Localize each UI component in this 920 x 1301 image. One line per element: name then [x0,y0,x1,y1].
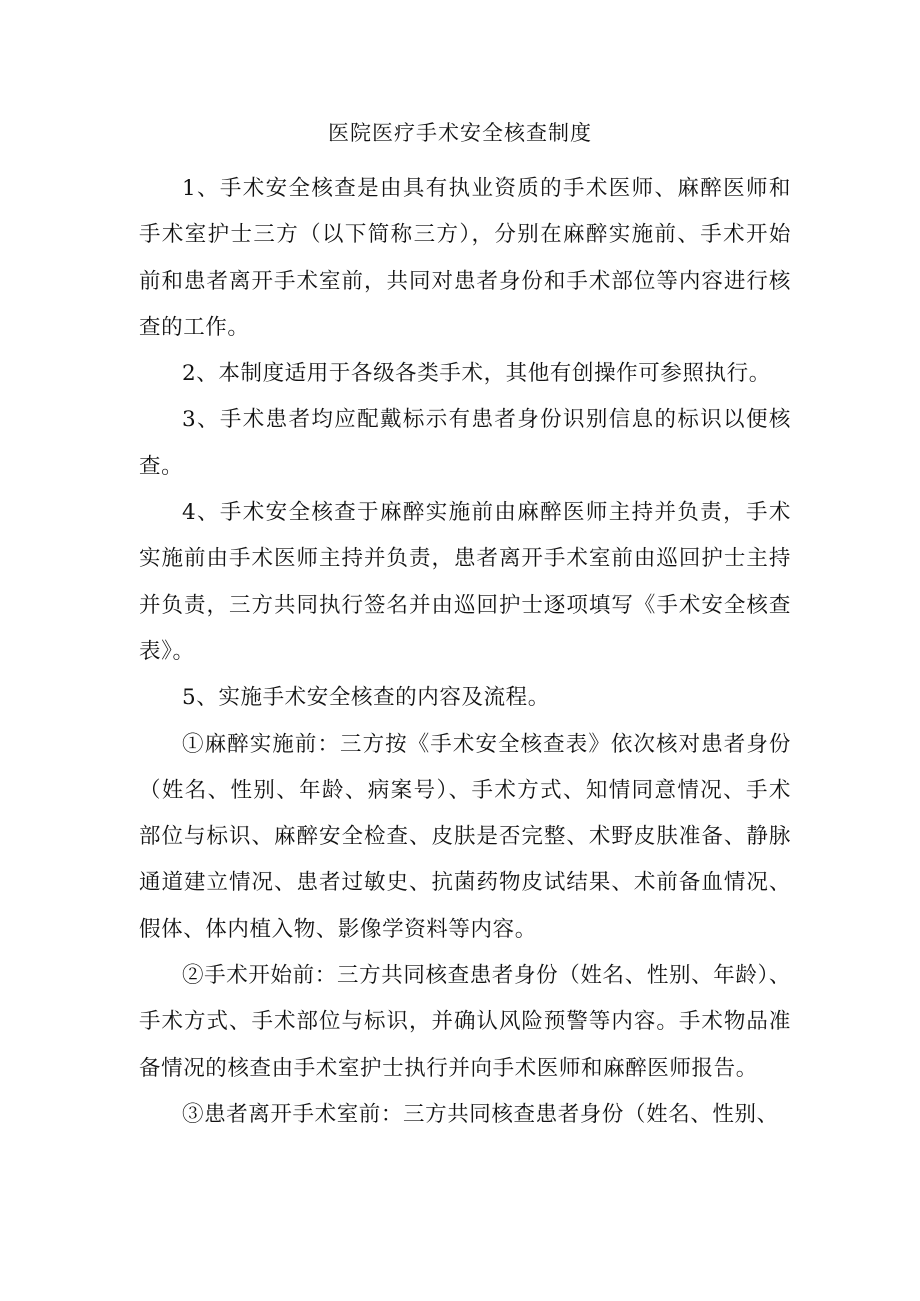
document-title: 医院医疗手术安全核查制度 [328,121,592,145]
paragraph-2: 2、本制度适用于各级各类手术，其他有创操作可参照执行。 [182,361,771,387]
paragraph-4: 4、手术安全核查于麻醉实施前由麻醉医师主持并负责，手术实施前由手术医师主持并负责，患者离开手术室前由巡回护士主持并负责，三方共同执行签名并由巡回护士逐项填写《手术安全核查表》。 [139,500,791,664]
document-body [139,166,791,1138]
paragraph-5: 5、实施手术安全核查的内容及流程。 [182,685,550,711]
paragraph-1: 1、手术安全核查是由具有执业资质的手术医师、麻醉医师和手术室护士三方（以下简称三方），分别在麻醉实施前、手术开始前和患者离开手术室前，共同对患者身份和手术部位等内容进行核查的工作。 [139,176,791,340]
paragraph-5-3: ③患者离开手术室前：三方共同核查患者身份（姓名、性别、 [182,1101,779,1127]
paragraph-5-2: ②手术开始前：三方共同核查患者身份（姓名、性别、年龄）、手术方式、手术部位与标识，并确认风险预警等内容。手术物品准备情况的核查由手术室护士执行并向手术医师和麻醉医师报告。 [139,963,791,1081]
paragraph-3: 3、手术患者均应配戴标示有患者身份识别信息的标识以便核查。 [139,407,791,479]
paragraph-5-1: ①麻醉实施前：三方按《手术安全核查表》依次核对患者身份（姓名、性别、年龄、病案号）、手术方式、知情同意情况、手术部位与标识、麻醉安全检查、皮肤是否完整、术野皮肤准备、静脉通道建立情况、患者过敏史、抗菌药物皮试结果、术前备血情况、假体、体内植入物、影像学资料等内容。 [139,731,791,942]
